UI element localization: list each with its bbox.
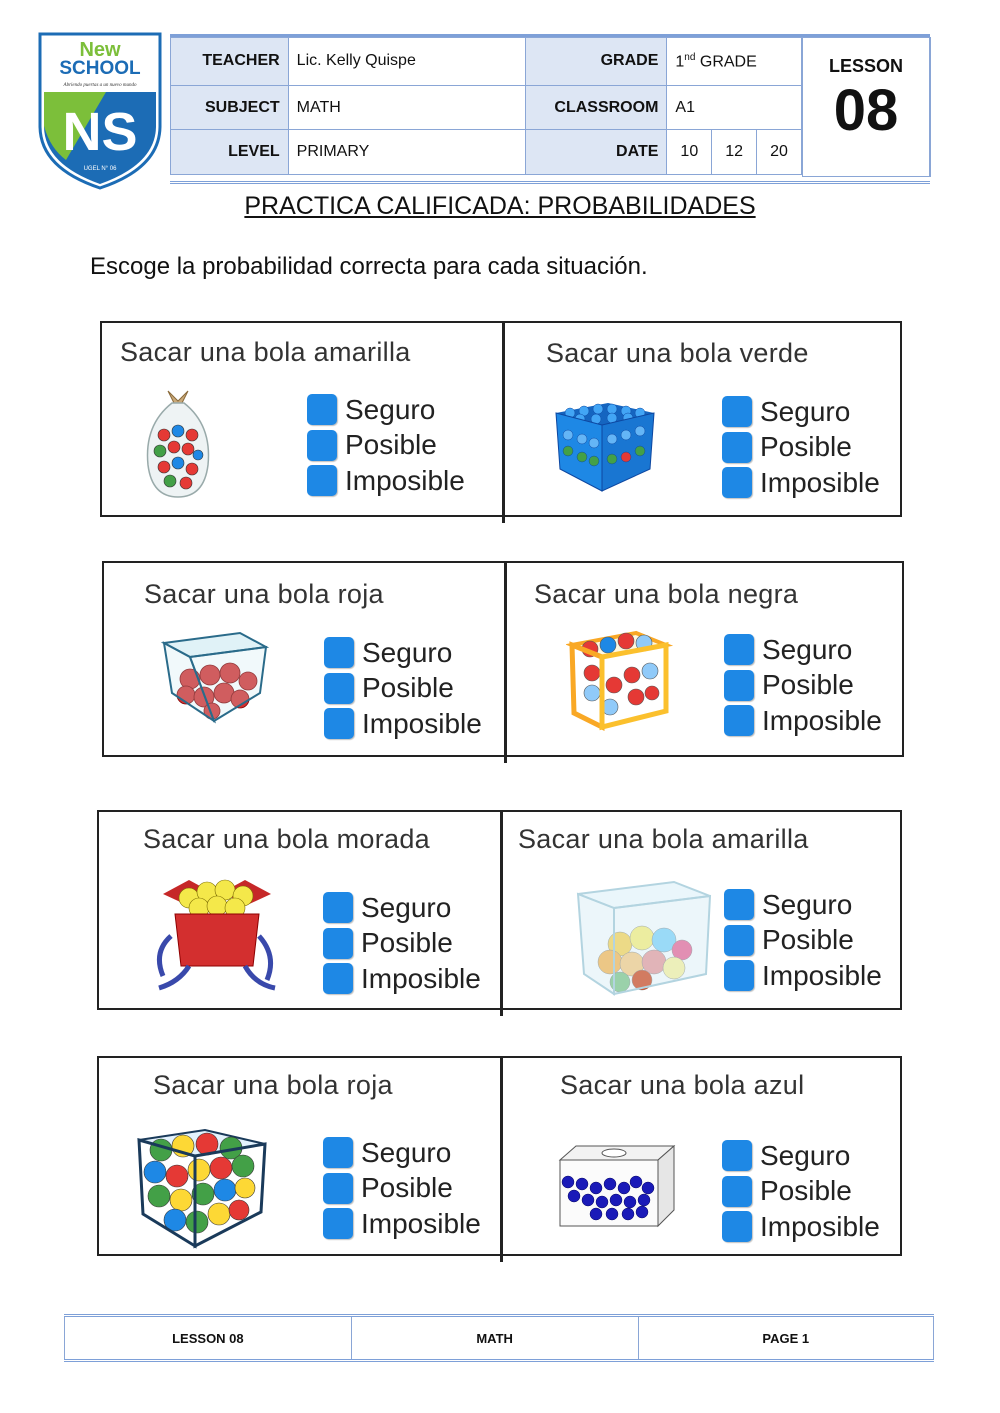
option-imposible[interactable]: Imposible	[724, 958, 882, 994]
grade-value: 1nd GRADE	[667, 38, 802, 86]
options-group	[307, 392, 465, 499]
glass-box-balls-image	[574, 878, 714, 998]
checkbox[interactable]	[722, 1140, 752, 1171]
option-seguro[interactable]: Seguro	[307, 392, 465, 428]
date-label: DATE	[525, 130, 667, 175]
option-seguro[interactable]: Seguro	[323, 1135, 481, 1171]
exercise-row-1	[100, 321, 902, 517]
options-group	[323, 1135, 481, 1242]
option-seguro[interactable]: Seguro	[724, 887, 882, 923]
page-title: PRACTICA CALIFICADA: PROBABILIDADES	[244, 192, 756, 220]
checkbox[interactable]	[323, 1208, 353, 1239]
checkbox[interactable]	[722, 467, 752, 498]
exercise-row-4	[97, 1056, 902, 1256]
options-group	[724, 632, 882, 739]
option-imposible[interactable]: Imposible	[724, 703, 882, 739]
exercise-card	[104, 563, 504, 755]
checkbox[interactable]	[323, 928, 353, 959]
instruction-text: Escoge la probabilidad correcta para cada situación.	[90, 253, 648, 280]
box-colored-balls-image	[135, 1126, 269, 1250]
lesson-box	[802, 37, 931, 177]
checkbox[interactable]	[307, 465, 337, 496]
grade-label: GRADE	[525, 38, 667, 86]
exercise-row-2	[102, 561, 904, 757]
option-seguro[interactable]: Seguro	[724, 632, 882, 668]
option-seguro[interactable]: Seguro	[722, 1138, 880, 1174]
checkbox[interactable]	[724, 960, 754, 991]
checkbox[interactable]	[324, 637, 354, 668]
options-group	[324, 635, 482, 742]
option-imposible[interactable]: Imposible	[323, 1206, 481, 1242]
header-table	[170, 34, 930, 184]
question-text: Sacar una bola morada	[143, 824, 430, 854]
subject-value: MATH	[288, 85, 525, 130]
exercise-card	[102, 323, 502, 515]
options-group	[722, 1138, 880, 1245]
box-blue-green-balls-image	[550, 399, 658, 495]
option-imposible[interactable]: Imposible	[722, 1209, 880, 1245]
checkbox[interactable]	[722, 1211, 752, 1242]
page-footer	[64, 1314, 934, 1362]
checkbox[interactable]	[324, 673, 354, 704]
checkbox[interactable]	[722, 432, 752, 463]
option-seguro[interactable]: Seguro	[324, 635, 482, 671]
option-posible[interactable]: Posible	[323, 1171, 481, 1207]
classroom-value: A1	[667, 85, 802, 130]
checkbox[interactable]	[724, 705, 754, 736]
question-text: Sacar una bola amarilla	[120, 337, 411, 367]
classroom-label: CLASSROOM	[525, 85, 667, 130]
date-month: 12	[712, 130, 757, 175]
box-blue-balls-image	[556, 1144, 680, 1230]
svg-text:UGEL N° 06: UGEL N° 06	[83, 166, 117, 172]
checkbox[interactable]	[722, 1176, 752, 1207]
question-text: Sacar una bola amarilla	[518, 824, 809, 854]
svg-text:SCHOOL: SCHOOL	[59, 58, 141, 79]
checkbox[interactable]	[307, 430, 337, 461]
option-posible[interactable]: Posible	[324, 671, 482, 707]
checkbox[interactable]	[323, 1137, 353, 1168]
option-posible[interactable]: Posible	[722, 430, 880, 466]
options-group	[323, 890, 481, 997]
school-logo	[36, 30, 164, 190]
exercise-card	[502, 1058, 902, 1254]
exercise-card	[504, 323, 902, 515]
footer-page: PAGE 1	[638, 1317, 933, 1359]
bag-of-balls-image	[142, 385, 214, 503]
option-seguro[interactable]: Seguro	[722, 394, 880, 430]
option-posible[interactable]: Posible	[724, 668, 882, 704]
box-red-balls-image	[160, 629, 270, 725]
question-text: Sacar una bola negra	[534, 579, 799, 609]
svg-text:Abriendo puertas a un nuevo mu: Abriendo puertas a un nuevo mundo	[63, 83, 137, 88]
lesson-label: LESSON	[828, 56, 903, 76]
date-year: 20	[757, 130, 802, 175]
checkbox[interactable]	[724, 634, 754, 665]
checkbox[interactable]	[724, 925, 754, 956]
option-imposible[interactable]: Imposible	[307, 463, 465, 499]
question-text: Sacar una bola azul	[560, 1070, 805, 1100]
exercise-card	[99, 1058, 500, 1254]
yellow-box-balls-image	[566, 627, 676, 733]
option-imposible[interactable]: Imposible	[324, 706, 482, 742]
level-value: PRIMARY	[288, 130, 525, 175]
option-imposible[interactable]: Imposible	[323, 961, 481, 997]
exercise-card	[506, 563, 904, 755]
option-posible[interactable]: Posible	[722, 1174, 880, 1210]
checkbox[interactable]	[324, 708, 354, 739]
option-imposible[interactable]: Imposible	[722, 465, 880, 501]
checkbox[interactable]	[323, 892, 353, 923]
gift-box-yellow-balls-image	[149, 866, 285, 1002]
option-posible[interactable]: Posible	[307, 428, 465, 464]
question-text: Sacar una bola roja	[153, 1070, 393, 1100]
option-posible[interactable]: Posible	[323, 926, 481, 962]
checkbox[interactable]	[722, 396, 752, 427]
options-group	[722, 394, 880, 501]
option-posible[interactable]: Posible	[724, 923, 882, 959]
question-text: Sacar una bola verde	[546, 338, 809, 368]
checkbox[interactable]	[323, 963, 353, 994]
checkbox[interactable]	[323, 1173, 353, 1204]
date-day: 10	[667, 130, 712, 175]
teacher-value: Lic. Kelly Quispe	[288, 38, 525, 86]
question-text: Sacar una bola roja	[144, 579, 384, 609]
subject-label: SUBJECT	[171, 85, 289, 130]
footer-subject: MATH	[351, 1317, 638, 1359]
svg-text:NS: NS	[62, 102, 138, 162]
svg-text:New: New	[79, 39, 121, 61]
exercise-card	[502, 812, 902, 1008]
checkbox[interactable]	[724, 889, 754, 920]
option-seguro[interactable]: Seguro	[323, 890, 481, 926]
checkbox[interactable]	[307, 394, 337, 425]
level-label: LEVEL	[171, 130, 289, 175]
exercise-card	[99, 812, 500, 1008]
teacher-label: TEACHER	[171, 38, 289, 86]
lesson-number: 08	[833, 78, 899, 143]
footer-lesson: LESSON 08	[65, 1317, 352, 1359]
options-group	[724, 887, 882, 994]
exercise-row-3	[97, 810, 902, 1010]
checkbox[interactable]	[724, 670, 754, 701]
